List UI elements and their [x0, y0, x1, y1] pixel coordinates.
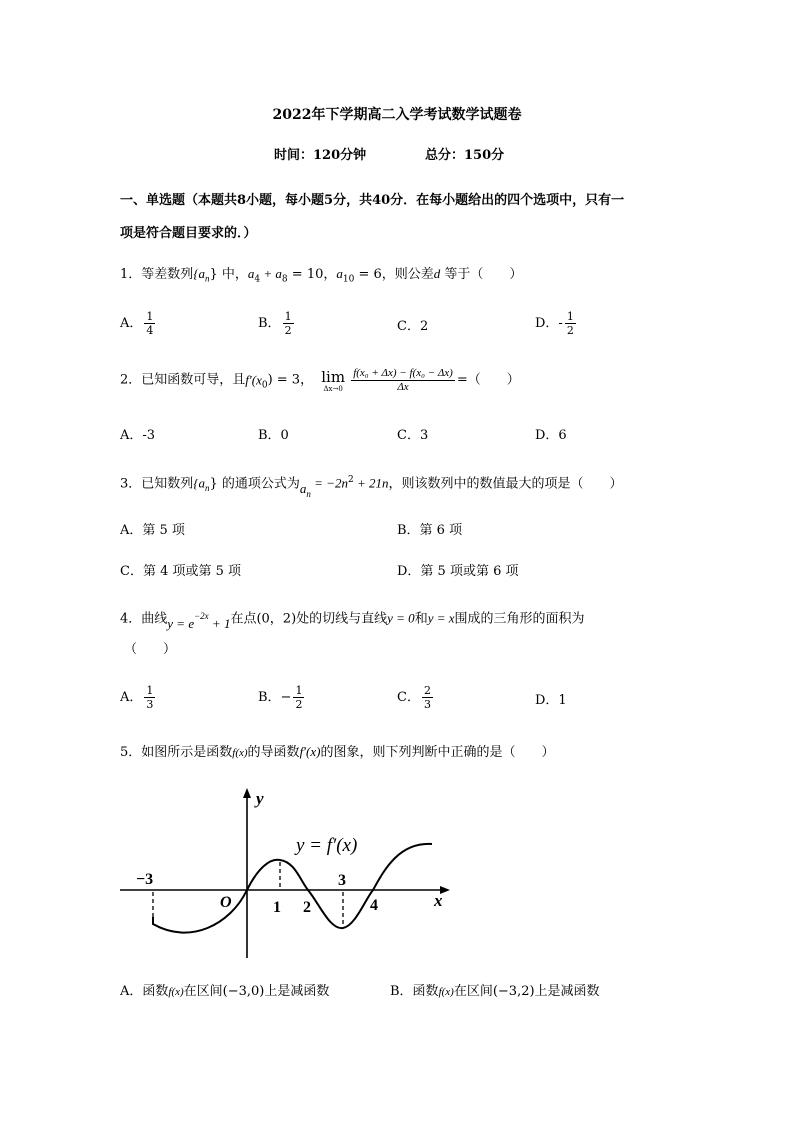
- q4-a-den: 3: [146, 698, 154, 711]
- q1-seq-sub: n: [204, 273, 210, 284]
- q2-option-a: A．-3: [120, 428, 156, 443]
- q1-option-a-label: A．: [120, 316, 143, 331]
- q4-a-num: 1: [146, 684, 154, 697]
- q1-seq-end: }: [209, 267, 218, 282]
- q4-option-a-frac: [144, 684, 155, 711]
- y-axis-arrow-icon: [243, 788, 251, 798]
- tick-3: 3: [338, 872, 346, 889]
- q4-tail: 围成的三角形的面积为: [454, 611, 585, 627]
- q1-option-a: [120, 310, 157, 337]
- q1-a-num: 1: [146, 310, 154, 323]
- q5-option-a-tail: 在区间(−3,0)上是减函数: [183, 984, 330, 999]
- q1-eq10: = 10: [287, 267, 324, 282]
- q1-number: 1．等差数列: [120, 267, 194, 282]
- q4-option-b-label: B．−: [258, 690, 292, 705]
- q1-option-b: [258, 310, 296, 337]
- q5-tail: 的图象，则下列判断中正确的是（ ）: [320, 745, 555, 760]
- q2-lead: 2．已知函数可导，且: [120, 372, 246, 388]
- q4-option-d: D．1: [535, 693, 567, 708]
- q3-sq: 2: [347, 475, 354, 485]
- q1-plus: + a: [260, 266, 282, 281]
- q1-option-b-label: B．: [258, 316, 281, 331]
- x-axis-label: x: [434, 891, 443, 910]
- q1-a: a: [247, 266, 255, 281]
- question-5: [120, 744, 554, 761]
- derivative-curve: [153, 844, 432, 933]
- score-label: 总分：150分: [425, 148, 505, 163]
- q3-seq-end: }: [209, 476, 218, 492]
- tick-neg3: −3: [136, 871, 154, 888]
- q5-f: f(x): [232, 747, 248, 759]
- q4-option-a-label: A．: [120, 690, 143, 705]
- q4-option-a: [120, 684, 157, 711]
- question-4: [120, 606, 585, 632]
- q1-option-a-frac: [144, 310, 155, 337]
- q2-num: f(x₀ + Δx) − f(x₀ − Δx): [353, 367, 453, 379]
- tick-4: 4: [370, 897, 378, 914]
- q1-option-d-label: D．-: [535, 316, 563, 331]
- section-heading-line1: 一、单选题（本题共8小题，每小题5分，共40分．在每小题给出的四个选项中，只有一: [120, 193, 625, 208]
- q2-option-b: B．0: [258, 428, 289, 443]
- y-axis-label: y: [256, 789, 264, 808]
- q4-curve: y = e: [167, 616, 195, 632]
- q1-option-b-frac: [283, 310, 294, 337]
- tick-2: 2: [303, 899, 311, 916]
- q4-line1: y = 0: [387, 610, 415, 626]
- q3-tail: ，则该数列中的数值最大的项是（ ）: [388, 476, 623, 492]
- q1-option-d: [535, 310, 578, 337]
- q2-fprime-sub: 0: [261, 380, 268, 391]
- q1-tail2: 等于（ ）: [440, 267, 523, 282]
- q4-exp: −2x: [194, 611, 209, 621]
- q4-line2: y = x: [427, 610, 455, 626]
- q5-option-b: [390, 984, 600, 1000]
- q5-option-b-tail: 在区间(−3,2)上是减函数: [453, 984, 600, 999]
- q4-and: 和: [414, 611, 428, 627]
- question-1: [120, 266, 522, 288]
- question-2: [120, 367, 520, 394]
- curve-label: y = f′(x): [296, 835, 358, 856]
- q2-lim-sub: Δx→0: [323, 384, 343, 393]
- q4-option-c-label: C．: [397, 690, 420, 705]
- q2-fraction: [351, 367, 455, 394]
- q4-lead: 4．曲线: [120, 611, 168, 627]
- origin-label: O: [220, 894, 232, 911]
- q3-lead: 3．已知数列: [120, 476, 194, 492]
- q2-lim-word: lim: [321, 367, 346, 386]
- q3-seq-sub: n: [204, 482, 210, 493]
- q3-formula2: + 21n: [353, 475, 389, 491]
- q2-fprime-end: ) = 3，: [267, 372, 314, 388]
- page-title: 2022年下学期高二入学考试数学试题卷: [272, 107, 522, 123]
- q1-option-d-frac: [565, 310, 576, 337]
- q5-option-a: [120, 984, 329, 1000]
- q3-formula: = −2n: [310, 475, 348, 491]
- q4-option-b: [258, 684, 306, 711]
- q5-option-a-lead: A．函数: [120, 984, 169, 999]
- q5-lead: 5．如图所示是函数: [120, 745, 233, 760]
- q1-option-c: C．2: [397, 319, 429, 334]
- question-3: [120, 472, 623, 499]
- q1-tail: ，则公差: [381, 267, 434, 282]
- q4-c-num: 2: [423, 684, 431, 697]
- q4-curve2: + 1: [208, 616, 231, 632]
- q3-an-sub: n: [306, 488, 311, 499]
- q3-an: a: [299, 481, 307, 497]
- q4-option-b-frac: [293, 684, 304, 711]
- q1-mid: 中，: [217, 267, 248, 282]
- q1-b-num: 1: [284, 310, 292, 323]
- q1-sub10: 10: [342, 274, 355, 285]
- q3-option-d: D．第 5 项或第 6 项: [397, 564, 519, 579]
- q2-tail: =（ ）: [456, 372, 520, 388]
- tick-1: 1: [273, 899, 281, 916]
- q1-d-den: 2: [566, 324, 574, 337]
- q4-option-c-frac: [422, 684, 433, 711]
- q2-lim: [321, 369, 345, 393]
- q3-mid: 的通项公式为: [217, 476, 300, 492]
- q1-a-den: 4: [146, 324, 154, 337]
- q4-option-c: [397, 684, 435, 711]
- q3-option-b: B．第 6 项: [397, 523, 463, 538]
- q1-eq6: = 6: [354, 267, 382, 282]
- q5-option-b-lead: B．函数: [390, 984, 439, 999]
- q5-option-a-f: f(x): [168, 986, 184, 998]
- q1-sub8: 8: [281, 274, 288, 285]
- q2-fprime: f′(x: [245, 372, 262, 388]
- q2-option-d: D．6: [535, 428, 567, 443]
- q1-comma: ，: [323, 267, 337, 282]
- q1-d: d: [433, 266, 441, 281]
- q4-b-den: 2: [295, 698, 303, 711]
- section-heading-line2: 项是符合题目要求的．）: [120, 226, 257, 241]
- q3-option-c: C．第 4 项或第 5 项: [120, 564, 242, 579]
- q1-sub4: 4: [254, 274, 261, 285]
- q5-mid: 的导函数: [247, 745, 300, 760]
- q1-d-num: 1: [566, 310, 574, 323]
- q2-den: Δx: [397, 381, 409, 393]
- q3-seq: {a: [193, 475, 205, 491]
- time-label: 时间：120分钟: [274, 148, 367, 163]
- q5-option-b-f: f(x): [438, 986, 454, 998]
- q3-option-a: A．第 5 项: [120, 523, 185, 538]
- q1-a10: a: [336, 266, 343, 281]
- q1-b-den: 2: [284, 324, 292, 337]
- q4-paren: （ ）: [124, 642, 177, 657]
- q2-option-c: C．3: [397, 428, 429, 443]
- q5-fp: f′(x): [299, 744, 321, 759]
- derivative-graph: [110, 780, 460, 970]
- q4-b-num: 1: [295, 684, 303, 697]
- q4-c-den: 3: [423, 698, 431, 711]
- q1-seq: {a: [193, 266, 205, 281]
- q4-mid: 在点(0，2)处的切线与直线: [230, 611, 388, 627]
